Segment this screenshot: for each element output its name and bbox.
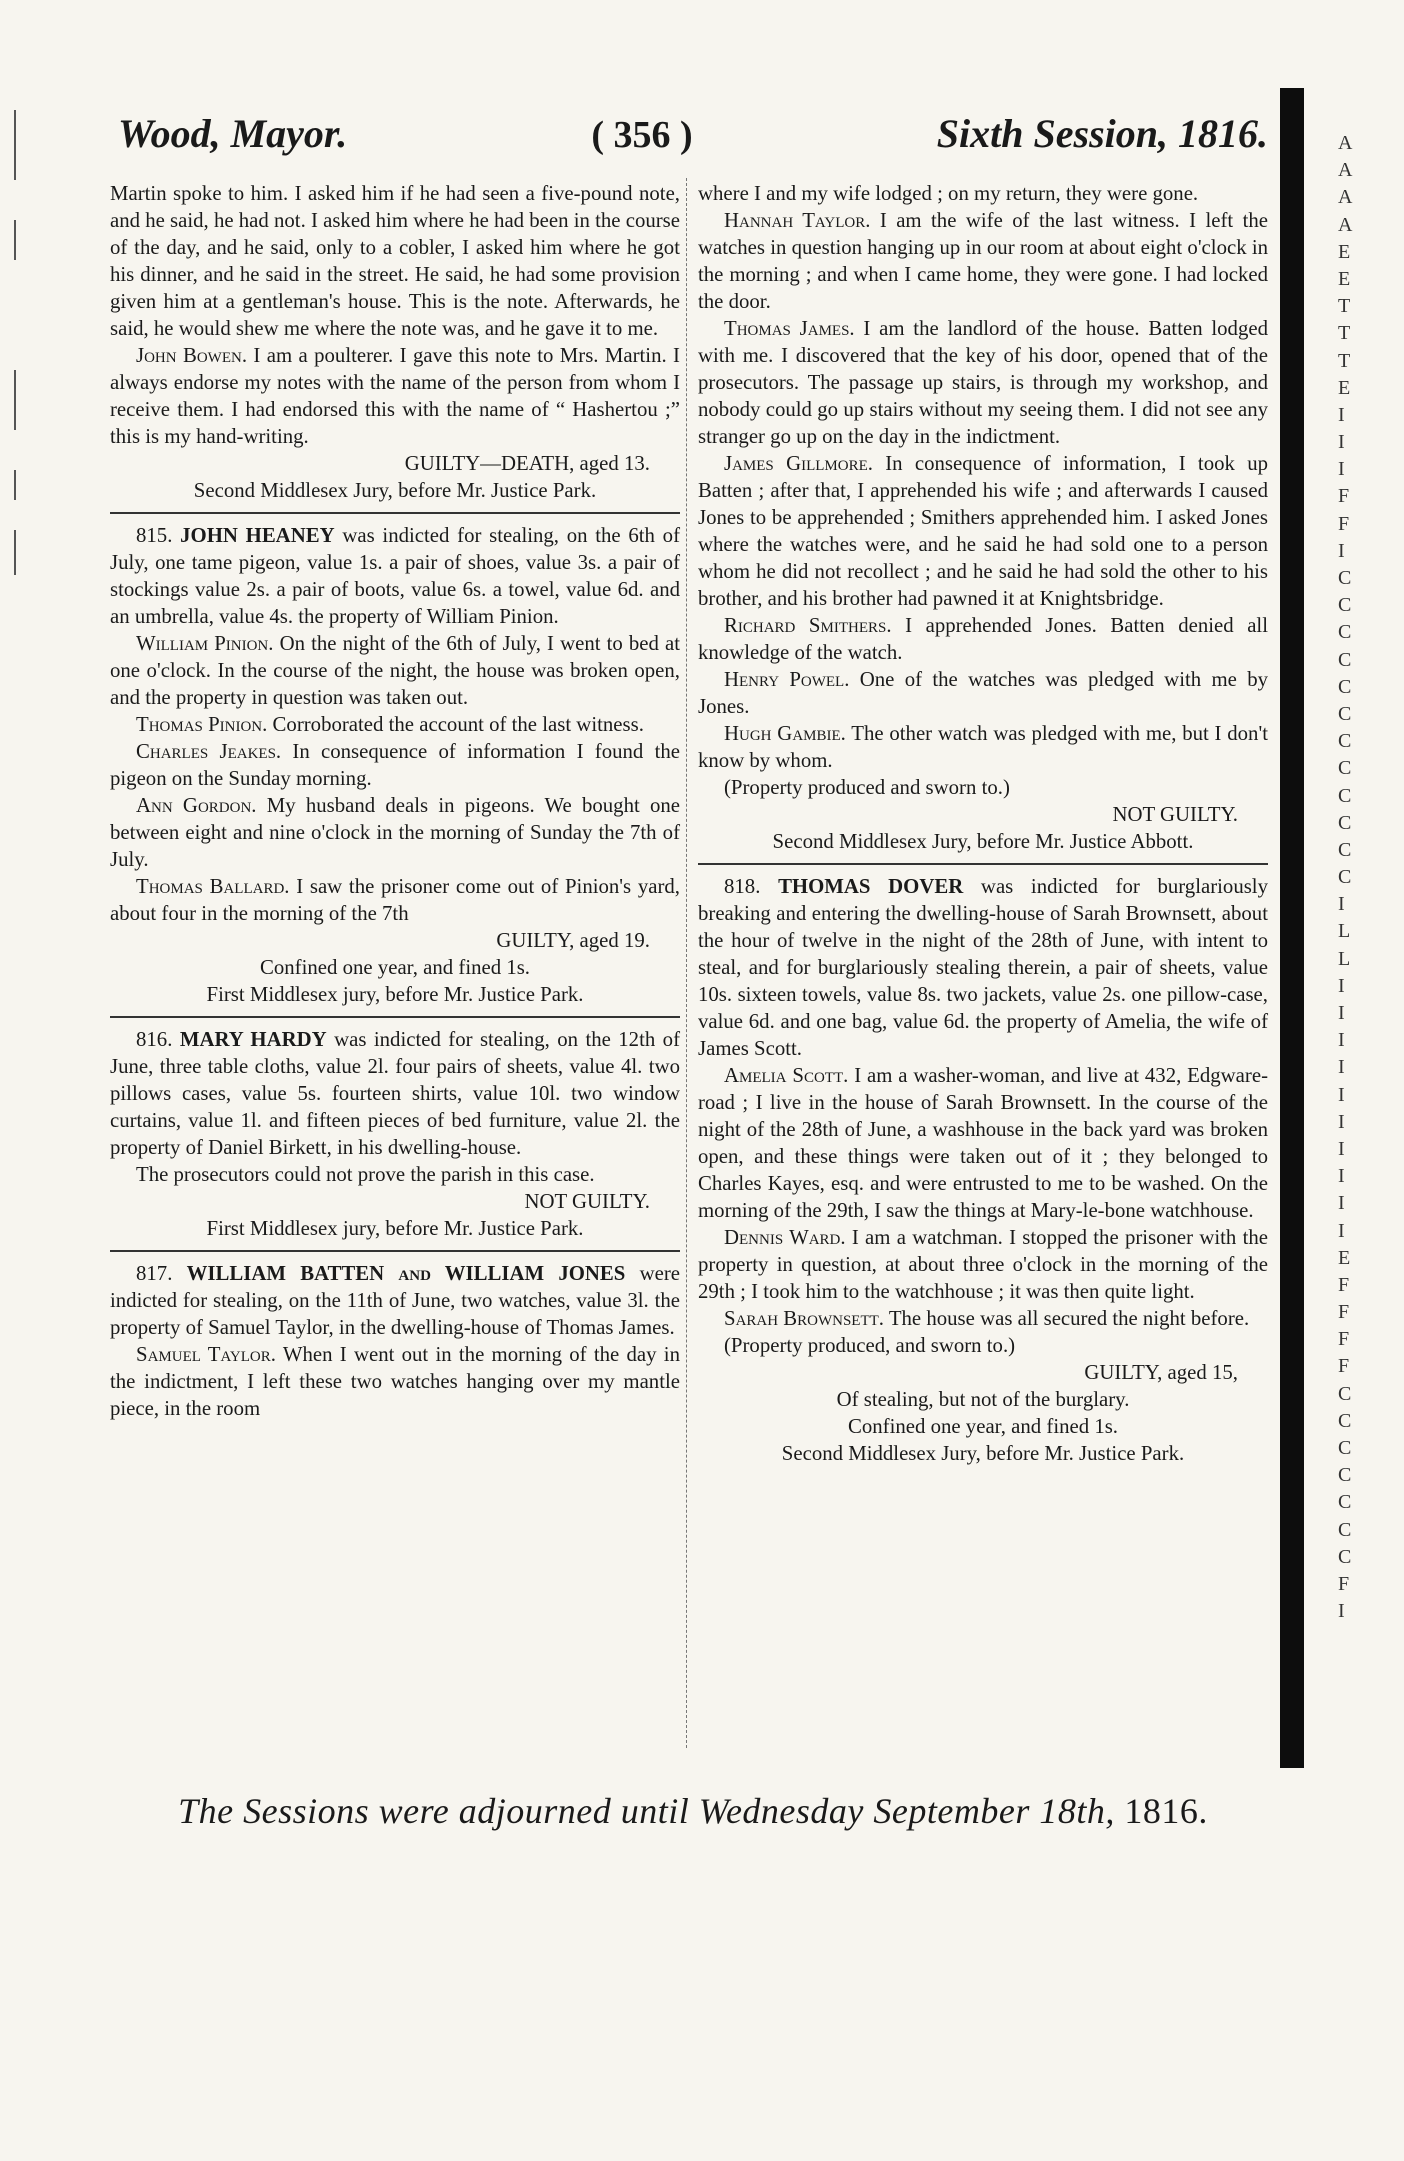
- testimony-t-pinion: [110, 711, 680, 738]
- witness-name: William Pinion.: [136, 632, 274, 655]
- edge-letter: I: [1338, 1029, 1345, 1052]
- witness-name: Henry Powel.: [724, 668, 850, 691]
- witness-name: Hannah Taylor.: [724, 209, 871, 232]
- edge-letter: I: [1338, 1002, 1345, 1024]
- continuation-text: where I and my wife lodged ; on my return, they were gone.: [698, 182, 1199, 205]
- testimony-text: On the night of the 6th of July, I went to bed at one o'clock. In the course of the night, the house was broken open, and the property in question was taken out.: [110, 632, 680, 709]
- testimony-text: In consequence of information, I took up Batten ; after that, I apprehended his wife ; and afterwards I caused Jones to be apprehended ; Smithers apprehended him. I asked Jones where the watches were, and he said he had sold one to a person whom he did not recollect ; and he said he had sold the other to his brother, and his brother had pawned it at Knightsbridge.: [698, 452, 1268, 610]
- testimony-text: In consequence of information I found the pigeon on the Sunday morning.: [110, 740, 680, 790]
- edge-letter: C: [1338, 838, 1352, 861]
- witness-name: Richard Smithers.: [724, 614, 892, 637]
- edge-letter: I: [1338, 458, 1345, 481]
- case-divider: [110, 1250, 680, 1252]
- jury-816: First Middlesex jury, before Mr. Justice Park.: [206, 1217, 584, 1240]
- edge-letter: C: [1338, 675, 1352, 698]
- witness-name: Charles Jeakes.: [136, 740, 282, 763]
- edge-letter: I: [1338, 893, 1345, 916]
- edge-letter: E: [1338, 376, 1351, 399]
- edge-letter: I: [1338, 1192, 1345, 1215]
- edge-letter: C: [1338, 648, 1352, 671]
- edge-letter: C: [1338, 567, 1352, 589]
- edge-letter: C: [1338, 621, 1352, 644]
- testimony-ward: [698, 1224, 1268, 1305]
- header-right: Sixth Session, 1816.: [936, 111, 1268, 156]
- edge-letter: A: [1338, 186, 1353, 209]
- edge-letter: F: [1338, 485, 1350, 508]
- testimony-text: I am a watchman. I stopped the prisoner with the property in question, at about three o'clock in the morning of the 29th ; I took him to the watchhouse ; it was then quite light.: [698, 1226, 1268, 1303]
- case-number: 815.: [136, 524, 173, 547]
- charge-text: was indicted for burglariously breaking and entering the dwelling-house of Sarah Brownsett, about the hour of twelve in the night of the 28th of June, with intent to steal, and for burglariously stealing therein, a pair of sheets, value 10s. sixteen towels, value 8s. two jackets, value 2s. one pillow-case, value 6d. and one bag, value 6d. the property of Amelia, the wife of James Scott.: [698, 875, 1268, 1060]
- testimony-text: I saw the prisoner come out of Pinion's yard, about four in the morning of the 7th: [110, 875, 680, 925]
- testimony-text: My husband deals in pigeons. We bought one between eight and nine o'clock in the morning of Sunday the 7th of July.: [110, 794, 681, 871]
- edge-letter: C: [1338, 730, 1352, 753]
- gutter-scan-marks: [14, 110, 20, 610]
- edge-letter: A: [1338, 159, 1353, 182]
- case-818-charge: [698, 873, 1268, 1062]
- edge-letter: T: [1338, 295, 1351, 318]
- edge-letter: C: [1338, 866, 1352, 889]
- charge-text: was indicted for stealing, on the 12th of June, three table cloths, value 2l. four pairs of sheets, value 4l. two pillows cases, value 5s. fourteen shirts, value 10l. two window curtains, value 1l. and fifteen pieces of bed furniture, value 2l. the property of Daniel Birkett, in his dwelling-house.: [110, 1028, 680, 1159]
- edge-letter: E: [1338, 240, 1351, 263]
- testimony-jeakes: [110, 738, 680, 792]
- edge-letter: C: [1338, 1409, 1352, 1432]
- defendant-name: THOMAS DOVER: [778, 875, 964, 898]
- edge-letter: E: [1338, 267, 1351, 290]
- testimony-gillmore: [698, 450, 1268, 612]
- testimony-brownsett: [698, 1305, 1268, 1332]
- edge-letter: I: [1338, 1137, 1345, 1160]
- testimony-text: When I went out in the morning of the day in the indictment, I left these two watches hanging over my mantle piece, in the room: [110, 1343, 680, 1420]
- witness-name: Amelia Scott.: [724, 1064, 849, 1087]
- edge-letter: C: [1338, 594, 1352, 617]
- case-divider: [110, 1016, 680, 1018]
- case-815-charge: [110, 522, 680, 630]
- sentence-818: Confined one year, and fined 1s.: [847, 1415, 1119, 1438]
- edge-letter: I: [1338, 974, 1345, 997]
- testimony-text: I am a washer-woman, and live at 432, Edgware-road ; I live in the house of Sarah Brownsett. In the course of the night of the 28th of June, a washhouse in the back yard was broken open, and these things were taken out of it ; they belonged to Charles Kayes, esq. and were entrusted to me to be washed. On the morning of the 29th, I saw the things at Mary-le-bone watchhouse.: [698, 1064, 1268, 1222]
- charge-text: was indicted for stealing, on the 6th of July, one tame pigeon, value 1s. a pair of shoes, value 3s. a pair of stockings value 2s. a pair of boots, value 6s. a towel, value 6d. and an umbrella, value 4s. the property of William Pinion.: [110, 524, 681, 628]
- defendant-name: MARY HARDY: [179, 1028, 327, 1051]
- edge-letter: I: [1338, 403, 1345, 426]
- witness-name: Thomas James.: [724, 317, 855, 340]
- testimony-text: I am a poulterer. I gave this note to Mrs. Martin. I always endorse my notes with the name of the person from whom I receive them. I had endorsed this with the name of “ Hashertou ;” this is my hand-writing.: [110, 344, 680, 448]
- binding-shadow: [1280, 88, 1304, 1768]
- edge-letter: I: [1338, 539, 1345, 562]
- witness-name: Samuel Taylor.: [136, 1343, 276, 1366]
- verdict-815: GUILTY, aged 19.: [496, 929, 650, 952]
- edge-letter: I: [1338, 1056, 1345, 1079]
- property-note-817: (Property produced and sworn to.): [724, 776, 1010, 799]
- case-817-charge: [110, 1260, 680, 1341]
- witness-name: John Bowen.: [136, 344, 248, 367]
- sentence-815: Confined one year, and fined 1s.: [259, 956, 531, 979]
- edge-letter: I: [1338, 1110, 1345, 1133]
- testimony-text: The other watch was pledged with me, but I don't know by whom.: [698, 722, 1268, 772]
- testimony-text: I am the wife of the last witness. I left the watches in question hanging up in our room at about eight o'clock in the morning ; and when I came home, they were gone. I had locked the door.: [698, 209, 1268, 313]
- verdict-814: GUILTY—DEATH, aged 13.: [404, 452, 650, 475]
- jury-815: First Middlesex jury, before Mr. Justice Park.: [206, 983, 584, 1006]
- edge-letter: E: [1338, 1246, 1351, 1269]
- header-left: Wood, Mayor.: [118, 111, 348, 156]
- testimony-smithers: [698, 612, 1268, 666]
- adjournment-notice: [118, 1790, 1268, 1832]
- verdict-817: NOT GUILTY.: [1112, 803, 1238, 826]
- edge-letter: C: [1338, 1518, 1352, 1541]
- verdict-816: NOT GUILTY.: [524, 1190, 650, 1213]
- witness-name: Dennis Ward.: [724, 1226, 846, 1249]
- witness-name: Hugh Gambie.: [724, 722, 846, 745]
- case-divider: [698, 863, 1268, 865]
- edge-letter: F: [1338, 512, 1350, 535]
- defendant-name: JOHN HEANEY: [180, 524, 335, 547]
- edge-letter: C: [1338, 757, 1352, 780]
- witness-name: James Gillmore.: [724, 452, 873, 475]
- testimony-text: I apprehended Jones. Batten denied all knowledge of the watch.: [698, 614, 1268, 664]
- edge-letter: L: [1338, 920, 1351, 943]
- edge-letter: I: [1338, 1219, 1345, 1242]
- case-number: 817.: [136, 1262, 173, 1285]
- right-column: [698, 180, 1268, 1467]
- witness-name: Thomas Pinion.: [136, 713, 268, 736]
- case-number: 816.: [136, 1028, 173, 1051]
- edge-letter: A: [1338, 132, 1353, 154]
- verdict-818: GUILTY, aged 15,: [1084, 1361, 1238, 1384]
- testimony-gambie: [698, 720, 1268, 774]
- continuation-text: Martin spoke to him. I asked him if he had seen a five-pound note, and he said, he had not. I asked him where he had been in the course of the day, and he said, only to a cobler, I asked him where he got his dinner, and he said in the street. He said, he had some provision given him at a gentleman's house. This is the note. Afterwards, he said, he would shew me where the note was, and he gave it to me.: [110, 182, 680, 340]
- case-816-note: The prosecutors could not prove the parish in this case.: [136, 1163, 595, 1186]
- edge-letter: I: [1338, 1083, 1345, 1106]
- edge-letter: T: [1338, 322, 1351, 345]
- edge-letter: I: [1338, 431, 1345, 454]
- edge-letter: F: [1338, 1273, 1350, 1296]
- testimony-h-taylor: [698, 207, 1268, 315]
- page-number: ( 356 ): [591, 114, 693, 156]
- testimony-s-taylor: [110, 1341, 680, 1422]
- charge-text: were indicted for stealing, on the 11th of June, two watches, value 3l. the property of Samuel Taylor, in the dwelling-house of Thomas James.: [110, 1262, 680, 1339]
- witness-name: Thomas Ballard.: [136, 875, 290, 898]
- edge-letter: F: [1338, 1355, 1350, 1378]
- property-note-818: (Property produced, and sworn to.): [724, 1334, 1016, 1357]
- jury-814: Second Middlesex Jury, before Mr. Justice Park.: [193, 479, 597, 502]
- verdict-qualifier-818: Of stealing, but not of the burglary.: [836, 1388, 1130, 1411]
- adjournment-text: The Sessions were adjourned until Wednesday September 18th,: [178, 1791, 1115, 1831]
- edge-letter: F: [1338, 1301, 1350, 1324]
- testimony-w-pinion: [110, 630, 680, 711]
- jury-818: Second Middlesex Jury, before Mr. Justice Park.: [781, 1442, 1185, 1465]
- edge-letter: F: [1338, 1572, 1350, 1595]
- edge-letter: I: [1338, 1600, 1345, 1623]
- edge-letter: F: [1338, 1328, 1350, 1351]
- edge-letter: C: [1338, 702, 1352, 725]
- edge-letter: C: [1338, 784, 1352, 807]
- edge-letter: C: [1338, 1545, 1352, 1568]
- testimony-text: The house was all secured the night before.: [888, 1307, 1250, 1330]
- edge-letter: A: [1338, 213, 1353, 236]
- column-divider: [686, 178, 688, 1748]
- left-column: [110, 180, 680, 1422]
- testimony-t-james: [698, 315, 1268, 450]
- case-816-charge: [110, 1026, 680, 1161]
- edge-letter: C: [1338, 811, 1352, 834]
- jury-817: Second Middlesex Jury, before Mr. Justice Abbott.: [772, 830, 1194, 853]
- edge-letter: T: [1338, 349, 1351, 372]
- case-divider: [110, 512, 680, 514]
- testimony-bowen: [110, 342, 680, 450]
- facing-page-edge: [1338, 130, 1378, 1625]
- edge-letter: C: [1338, 1464, 1352, 1487]
- case-number: 818.: [724, 875, 761, 898]
- witness-name: Ann Gordon.: [136, 794, 257, 817]
- testimony-text: One of the watches was pledged with me by Jones.: [698, 668, 1268, 718]
- running-header: [118, 110, 1268, 164]
- witness-name: Sarah Brownsett.: [724, 1307, 884, 1330]
- testimony-a-scott: [698, 1062, 1268, 1224]
- edge-letter: C: [1338, 1382, 1352, 1405]
- edge-letter: C: [1338, 1491, 1352, 1514]
- defendant-name: WILLIAM BATTEN and WILLIAM JONES: [186, 1262, 626, 1285]
- testimony-text: Corroborated the account of the last witness.: [272, 713, 644, 736]
- testimony-powel: [698, 666, 1268, 720]
- testimony-text: I am the landlord of the house. Batten lodged with me. I discovered that the key of his door, opened that of the prosecutors. The passage up stairs, is through my workshop, and nobody could go up stairs without my seeing them. I did not see any stranger go up on the day in the indictment.: [698, 317, 1268, 448]
- edge-letter: I: [1338, 1165, 1345, 1188]
- adjournment-year: 1816.: [1124, 1791, 1208, 1831]
- testimony-ballard: [110, 873, 680, 927]
- edge-letter: C: [1338, 1437, 1352, 1459]
- testimony-gordon: [110, 792, 680, 873]
- edge-letter: L: [1338, 947, 1351, 970]
